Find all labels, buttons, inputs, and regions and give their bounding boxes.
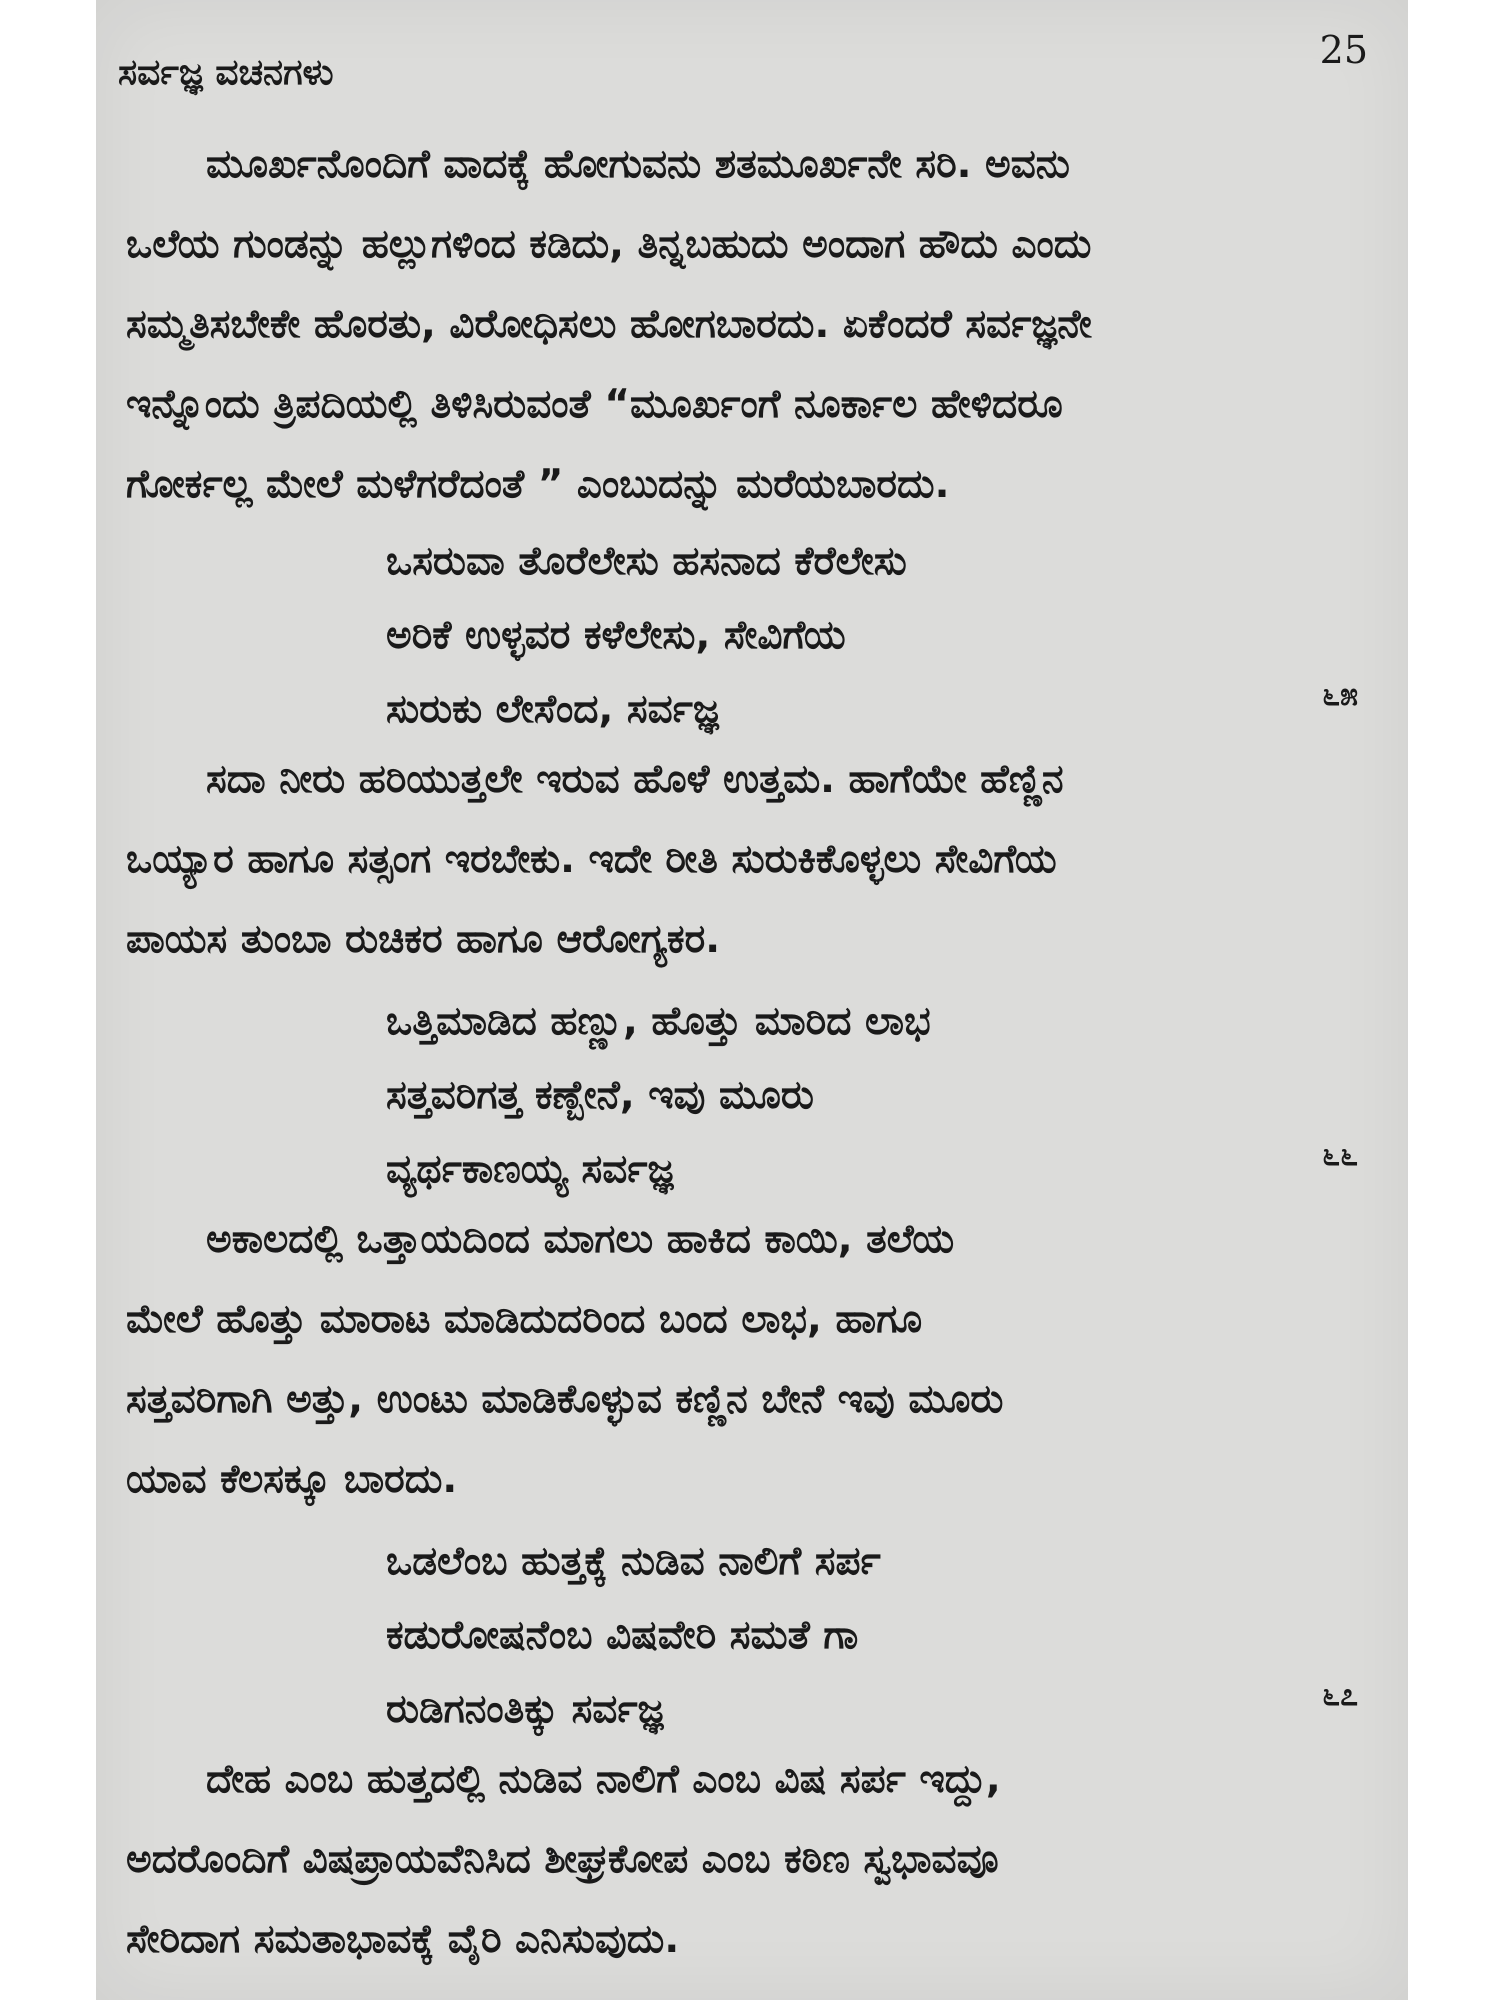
paragraph-line: ದೇಹ ಎಂಬ ಹುತ್ತದಲ್ಲಿ ನುಡಿವ ನಾಲಿಗೆ ಎಂಬ ವಿಷ ಸರ್ಪ ಇದ್ದು, (206, 1757, 1001, 1802)
verse-1 (386, 525, 1326, 747)
paragraph-line: ಇನ್ನೊಂದು ತ್ರಿಪದಿಯಲ್ಲಿ ತಿಳಿಸಿರುವಂತೆ “ಮೂರ್ಖಂಗೆ ನೂರ್ಕಾಲ ಹೇಳಿದರೂ (126, 382, 1063, 427)
verse-line: ಅರಿಕೆ ಉಳ್ಳವರ ಕಳೆಲೇಸು, ಸೇವಿಗೆಯ (386, 613, 846, 658)
verse-line: ಕಡುರೋಷನೆಂಬ ವಿಷವೇರಿ ಸಮತೆ ಗಾ (386, 1613, 859, 1658)
paragraph-line: ಅದರೊಂದಿಗೆ ವಿಷಪ್ರಾಯವೆನಿಸಿದ ಶೀಘ್ರಕೋಪ ಎಂಬ ಕಠಿಣ ಸ್ವಭಾವವೂ (126, 1837, 999, 1882)
paragraph-line: ಯಾವ ಕೆಲಸಕ್ಕೂ ಬಾರದು. (126, 1457, 458, 1502)
book-page (96, 0, 1408, 2000)
verse-line: ಒತ್ತಿಮಾಡಿದ ಹಣ್ಣು, ಹೊತ್ತು ಮಾರಿದ ಲಾಭ (386, 999, 931, 1044)
paragraph-2 (126, 740, 1348, 980)
verse-line: ಒಸರುವಾ ತೊರೆಲೇಸು ಹಸನಾದ ಕೆರೆಲೇಸು (386, 539, 907, 584)
running-title: ಸರ್ವಜ್ಞ ವಚನಗಳು (118, 52, 334, 93)
paragraph-line: ಸತ್ತವರಿಗಾಗಿ ಅತ್ತು, ಉಂಟು ಮಾಡಿಕೊಳ್ಳುವ ಕಣ್ಣಿನ ಬೇನೆ ಇವು ಮೂರು (126, 1377, 1004, 1422)
paragraph-line: ಸಮ್ಮತಿಸಬೇಕೇ ಹೊರತು, ವಿರೋಧಿಸಲು ಹೋಗಬಾರದು. ಏಕೆಂದರೆ ಸರ್ವಜ್ಞನೇ (126, 302, 1092, 347)
paragraph-line: ಸದಾ ನೀರು ಹರಿಯುತ್ತಲೇ ಇರುವ ಹೊಳೆ ಉತ್ತಮ. ಹಾಗೆಯೇ ಹೆಣ್ಣಿನ (206, 757, 1064, 802)
page-number: 25 (1319, 28, 1368, 72)
verse-line: ಒಡಲೆಂಬ ಹುತ್ತಕ್ಕೆ ನುಡಿವ ನಾಲಿಗೆ ಸರ್ಪ (386, 1539, 881, 1584)
verse-3 (386, 1525, 1326, 1747)
paragraph-line: ಮೂರ್ಖನೊಂದಿಗೆ ವಾದಕ್ಕೆ ಹೋಗುವನು ಶತಮೂರ್ಖನೇ ಸರಿ. ಅವನು (206, 142, 1070, 187)
verse-number: ೬೭ (1322, 1675, 1358, 1713)
verse-line: ಸತ್ತವರಿಗತ್ತ ಕಣ್ಬೇನೆ, ಇವು ಮೂರು (386, 1073, 814, 1118)
paragraph-line: ಸೇರಿದಾಗ ಸಮತಾಭಾವಕ್ಕೆ ವೈರಿ ಎನಿಸುವುದು. (126, 1917, 680, 1962)
paragraph-line: ಒಲೆಯ ಗುಂಡನ್ನು ಹಲ್ಲುಗಳಿಂದ ಕಡಿದು, ತಿನ್ನಬಹುದು ಅಂದಾಗ ಹೌದು ಎಂದು (126, 222, 1092, 267)
paragraph-line: ಗೋರ್ಕಲ್ಲ ಮೇಲೆ ಮಳೆಗರೆದಂತೆ ” ಎಂಬುದನ್ನು ಮರೆಯಬಾರದು. (126, 462, 950, 507)
verse-line: ವ್ಯರ್ಥಕಾಣಯ್ಯ ಸರ್ವಜ್ಞ (386, 1147, 674, 1192)
verse-line: ಸುರುಕು ಲೇಸೆಂದ, ಸರ್ವಜ್ಞ (386, 687, 719, 732)
verse-line: ರುಡಿಗನಂತಿಕ್ಕು ಸರ್ವಜ್ಞ (386, 1687, 664, 1732)
paragraph-line: ಪಾಯಸ ತುಂಬಾ ರುಚಿಕರ ಹಾಗೂ ಆರೋಗ್ಯಕರ. (126, 917, 721, 962)
paragraph-line: ಮೇಲೆ ಹೊತ್ತು ಮಾರಾಟ ಮಾಡಿದುದರಿಂದ ಬಂದ ಲಾಭ, ಹಾಗೂ (126, 1297, 923, 1342)
verse-2 (386, 985, 1326, 1207)
paragraph-3 (126, 1200, 1348, 1520)
verse-number: ೬೫ (1322, 675, 1358, 713)
paragraph-4 (126, 1740, 1348, 1980)
paragraph-1 (126, 125, 1348, 525)
verse-number: ೬೬ (1322, 1135, 1358, 1173)
paragraph-line: ಅಕಾಲದಲ್ಲಿ ಒತ್ತಾಯದಿಂದ ಮಾಗಲು ಹಾಕಿದ ಕಾಯಿ, ತಲೆಯ (206, 1217, 955, 1262)
paragraph-line: ಒಯ್ಯಾರ ಹಾಗೂ ಸತ್ಸಂಗ ಇರಬೇಕು. ಇದೇ ರೀತಿ ಸುರುಕಿಕೊಳ್ಳಲು ಸೇವಿಗೆಯ (126, 837, 1057, 882)
